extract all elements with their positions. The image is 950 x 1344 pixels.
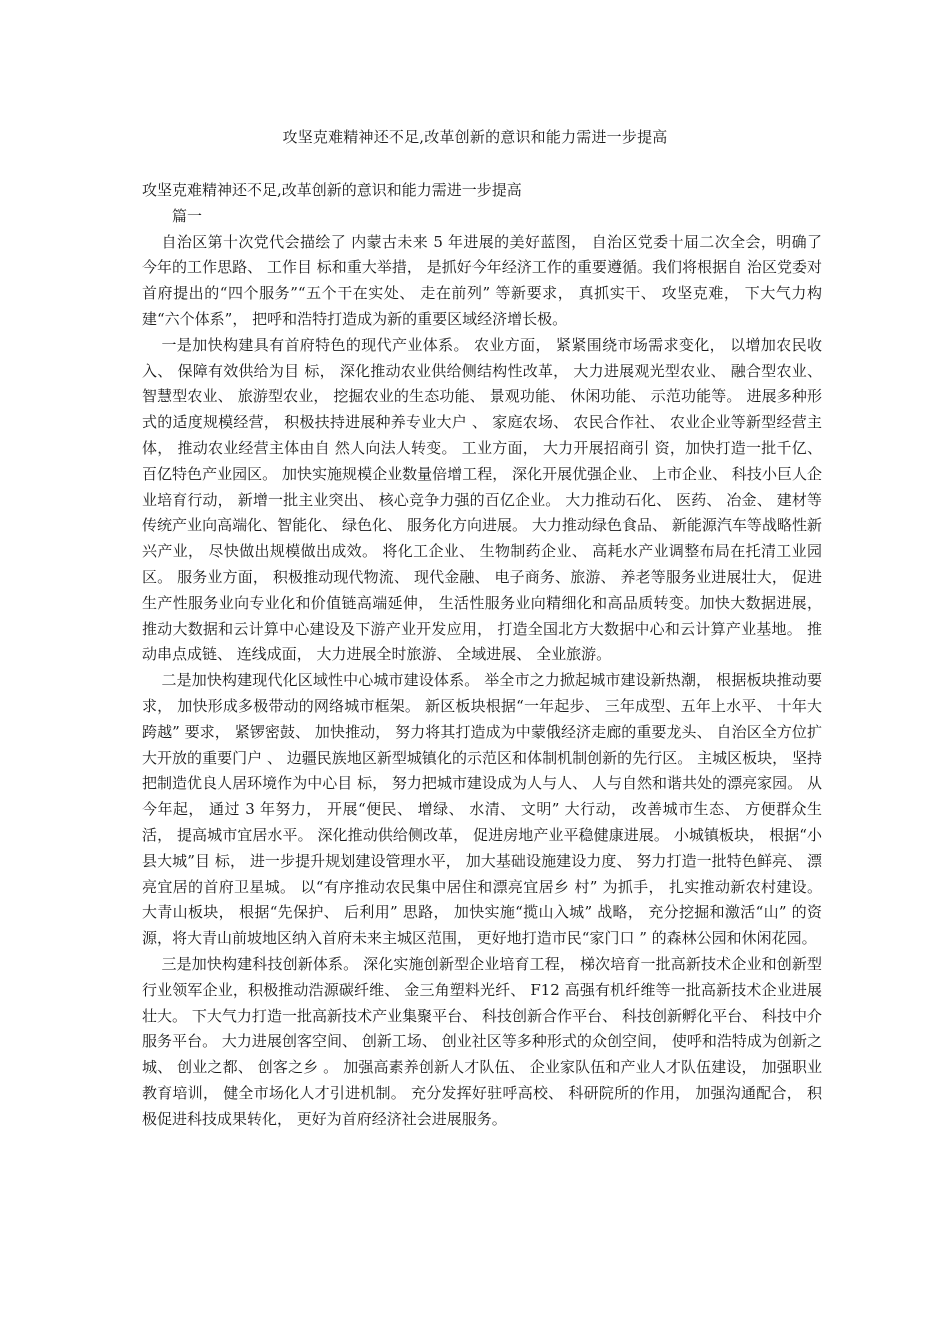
paragraph: 一是加快构建具有首府特色的现代产业体系。 农业方面， 紧紧围绕市场需求变化， 以增加农民收入、 保障有效供给为目 标， 深化推动农业供给侧结构性改革， 大力进展观光型农业、 融合型农业、 智慧型农业、 旅游型农业， 挖掘农业的生态功能、 景观功能、 休闲功能、 示范功能等。 进展多种形式的适度规模经营， 积极扶持进展种养专业大户 、 家庭农场、 农民合作社、 农业企业等新型经营主体， 推动农业经营主体由自 然人向法人转变。 工业方面， 大力开展招商引 资，加快打造一批千亿、 百亿特色产业园区。 加快实施规模企业数量倍增工程， 深化开展优强企业、 上市企业、 科技小巨人企业培育行动， 新增一批主业突出、 核心竞争力强的百亿企业。 大力推动石化、 医药、 冶金、 建材等传统产业向高端化、智能化、 绿色化、 服务化方向进展。 大力推动绿色食品、 新能源汽车等战略性新兴产业， 尽快做出规模做出成效。 将化工企业、 生物制药企业、 高耗水产业调整布局在托清工业园区。 服务业方面， 积极推动现代物流、 现代金融、 电子商务、旅游、 养老等服务业进展壮大， 促进生产性服务业向专业化和价值链高端延伸， 生活性服务业向精细化和高品质转变。加快大数据进展， 推动大数据和云计算中心建设及下游产业开发应用， 打造全国北方大数据中心和云计算产业基地。 推动串点成链、 连线成面， 大力进展全时旅游、 全域进展、 全业旅游。	[142, 335, 822, 664]
document-subtitle: 攻坚克难精神还不足,改革创新的意识和能力需进一步提高	[142, 181, 522, 199]
paragraph: 二是加快构建现代化区域性中心城市建设体系。 举全市之力掀起城市建设新热潮， 根据板块推动要求， 加快形成多极带动的网络城市框架。 新区板块根据“一年起步、 三年成型、五年上水平、 十年大跨越” 要求， 紧锣密鼓、 加快推动， 努力将其打造成为中蒙俄经济走廊的重要龙头、 自治区全方位扩大开放的重要门户 、 边疆民族地区新型城镇化的示范区和体制机制创新的先行区。 主城区板块， 坚持把制造优良人居环境作为中心目 标， 努力把城市建设成为人与人、 人与自然和谐共处的漂亮家园。 从今年起， 通过 3 年努力， 开展“便民、 增绿、 水清、 文明” 大行动， 改善城市生态、 方便群众生活， 提高城市宜居水平。 深化推动供给侧改革， 促进房地产业平稳健康进展。 小城镇板块， 根据“小县大城”目 标， 进一步提升规划建设管理水平， 加大基础设施建设力度、 努力打造一批特色鲜亮、 漂亮宜居的首府卫星城。 以“有序推动农民集中居住和漂亮宜居乡 村” 为抓手， 扎实推动新农村建设。 大青山板块， 根据“先保护、 后利用” 思路， 加快实施“揽山入城” 战略， 充分挖掘和激活“山” 的资源，将大青山前坡地区纳入首府未来主城区范围， 更好地打造市民“家门口 ” 的森林公园和休闲花园。	[142, 671, 822, 948]
section-label: 篇一	[172, 206, 203, 225]
page-header-title: 攻坚克难精神还不足,改革创新的意识和能力需进一步提高	[282, 128, 668, 146]
document-body	[142, 178, 822, 1132]
paragraph: 自治区第十次党代会描绘了 内蒙古未来 5 年进展的美好蓝图， 自治区党委十届二次全会，明确了 今年的工作思路、 工作目 标和重大举措， 是抓好今年经济工作的重要遵循。我们将根据自 治区党委对首府提出的“四个服务”“五个干在实处、 走在前列” 等新要求， 真抓实干、 攻坚克难， 下大气力构建“六个体系”， 把呼和浩特打造成为新的重要区域经济增长极。	[142, 232, 822, 328]
paragraph: 三是加快构建科技创新体系。 深化实施创新型企业培育工程， 梯次培育一批高新技术企业和创新型行业领军企业，积极推动浩源碳纤维、 金三角塑料光纤、 F12 高强有机纤维等一批高新技术企业进展壮大。 下大气力打造一批高新技术产业集聚平台、 科技创新合作平台、 科技创新孵化平台、 科技中介服务平台。 大力进展创客空间、 创新工场、 创业社区等多种形式的众创空间， 使呼和浩特成为创新之城、 创业之都、 创客之乡 。 加强高素养创新人才队伍、 企业家队伍和产业人才队伍建设， 加强职业教育培训， 健全市场化人才引进机制。 充分发挥好驻呼高校、 科研院所的作用， 加强沟通配合， 积极促进科技成果转化， 更好为首府经济社会进展服务。	[142, 954, 822, 1128]
